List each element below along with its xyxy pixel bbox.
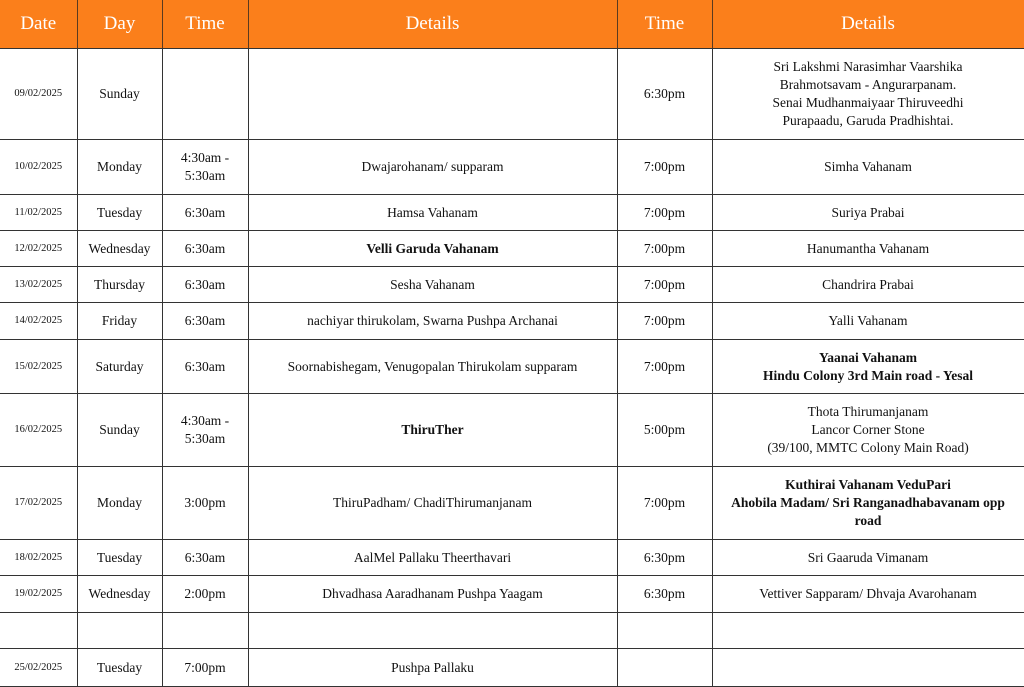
table-row	[0, 231, 1024, 267]
morning-time-cell	[162, 649, 248, 687]
morning-details-cell-line: Pushpa Pallaku	[391, 659, 474, 675]
day-cell: Wednesday	[77, 231, 162, 267]
morning-time-cell	[162, 49, 248, 140]
day-cell	[77, 613, 162, 649]
morning-time-cell-line: 6:30am	[184, 276, 226, 292]
evening-time-cell	[617, 576, 712, 613]
day-cell: Tuesday	[77, 540, 162, 576]
day-cell: Sunday	[77, 49, 162, 140]
evening-time-cell-line: 7:00pm	[643, 358, 686, 374]
morning-details-cell-line: Dwajarohanam/ supparam	[361, 159, 504, 174]
morning-time-cell	[162, 394, 248, 467]
morning-time-cell	[162, 467, 248, 540]
morning-details-cell-line: nachiyar thirukolam, Swarna Pushpa Archanai	[307, 313, 558, 328]
date-cell: 12/02/2025	[0, 231, 77, 267]
evening-details-cell	[712, 303, 1024, 340]
evening-details-cell-line: Suriya Prabai	[831, 204, 905, 220]
morning-time-cell-line: 5:30am	[184, 431, 226, 446]
table-row	[0, 267, 1024, 303]
day-cell: Tuesday	[77, 195, 162, 231]
evening-time-cell	[617, 267, 712, 303]
morning-details-cell	[248, 267, 617, 303]
table-row	[0, 195, 1024, 231]
morning-time-cell	[162, 303, 248, 340]
morning-details-cell	[248, 303, 617, 340]
morning-details-cell	[248, 649, 617, 687]
evening-details-cell	[712, 140, 1024, 195]
morning-time-cell-line: 7:00pm	[184, 659, 226, 675]
evening-time-cell-line: 5:00pm	[643, 422, 686, 437]
evening-time-cell	[617, 49, 712, 140]
morning-time-cell-line: 6:30am	[184, 204, 226, 220]
morning-details-cell	[248, 394, 617, 467]
morning-details-cell	[248, 613, 617, 649]
date-cell: 11/02/2025	[0, 195, 77, 231]
morning-details-cell	[248, 140, 617, 195]
evening-time-cell-line: 6:30pm	[643, 86, 686, 101]
day-cell: Thursday	[77, 267, 162, 303]
evening-details-cell	[712, 195, 1024, 231]
table-row	[0, 576, 1024, 613]
morning-details-cell-line: AalMel Pallaku Theerthavari	[353, 549, 512, 565]
evening-details-cell-line: Purapaadu, Garuda Pradhishtai.	[782, 113, 954, 128]
morning-time-cell	[162, 195, 248, 231]
morning-details-cell-line: Velli Garuda Vahanam	[366, 240, 499, 256]
evening-time-cell-line: 7:00pm	[643, 276, 686, 292]
date-cell: 18/02/2025	[0, 540, 77, 576]
evening-details-cell-line: Lancor Corner Stone	[811, 422, 925, 437]
morning-details-cell	[248, 231, 617, 267]
date-cell: 13/02/2025	[0, 267, 77, 303]
morning-time-cell-line: 4:30am -	[180, 413, 230, 428]
morning-time-cell-line: 6:30am	[184, 240, 226, 256]
morning-time-cell-line: 2:00pm	[184, 586, 226, 601]
evening-time-cell	[617, 303, 712, 340]
morning-time-cell	[162, 540, 248, 576]
evening-details-cell	[712, 649, 1024, 687]
evening-details-cell	[712, 49, 1024, 140]
header-details-morning: Details	[248, 0, 617, 49]
morning-details-cell	[248, 467, 617, 540]
table-row	[0, 303, 1024, 340]
morning-details-cell	[248, 195, 617, 231]
morning-time-cell-line: 4:30am -	[180, 150, 230, 165]
evening-details-cell-line: Yalli Vahanam	[828, 313, 908, 328]
morning-time-cell	[162, 231, 248, 267]
date-cell: 19/02/2025	[0, 576, 77, 613]
evening-details-cell-line: road	[854, 513, 882, 528]
evening-time-cell-line: 6:30pm	[643, 586, 686, 601]
morning-time-cell-line: 6:30am	[184, 358, 226, 374]
evening-details-cell-line: Yaanai Vahanam	[819, 349, 917, 365]
evening-details-cell-line: Simha Vahanam	[824, 159, 912, 174]
evening-details-cell-line: Kuthirai Vahanam VeduPari	[785, 477, 951, 492]
table-row	[0, 467, 1024, 540]
evening-time-cell	[617, 613, 712, 649]
evening-time-cell-line: 6:30pm	[643, 549, 686, 565]
day-cell: Saturday	[77, 340, 162, 394]
header-day: Day	[77, 0, 162, 49]
morning-time-cell-line: 3:00pm	[184, 495, 226, 510]
evening-time-cell-line: 7:00pm	[643, 313, 686, 328]
morning-details-cell-line: Hamsa Vahanam	[387, 204, 478, 220]
evening-time-cell-line: 7:00pm	[643, 240, 686, 256]
morning-time-cell-line: 6:30am	[184, 313, 226, 328]
evening-details-cell-line: Chandrira Prabai	[822, 276, 914, 292]
evening-details-cell-line: Senai Mudhanmaiyaar Thiruveedhi	[772, 95, 964, 110]
evening-details-cell	[712, 267, 1024, 303]
evening-details-cell-line: Hanumantha Vahanam	[806, 240, 930, 256]
table-row	[0, 394, 1024, 467]
date-cell	[0, 613, 77, 649]
evening-details-cell	[712, 467, 1024, 540]
date-cell: 10/02/2025	[0, 140, 77, 195]
morning-details-cell-line: ThiruPadham/ ChadiThirumanjanam	[332, 495, 533, 510]
day-cell: Sunday	[77, 394, 162, 467]
morning-time-cell	[162, 340, 248, 394]
day-cell: Monday	[77, 140, 162, 195]
morning-details-cell-line: Dhvadhasa Aaradhanam Pushpa Yaagam	[322, 586, 543, 601]
evening-details-cell	[712, 540, 1024, 576]
evening-time-cell	[617, 195, 712, 231]
day-cell: Tuesday	[77, 649, 162, 687]
header-row	[0, 0, 1024, 49]
evening-time-cell-line: 7:00pm	[643, 159, 686, 174]
morning-details-cell-line: Soornabishegam, Venugopalan Thirukolam supparam	[287, 358, 578, 374]
evening-details-cell-line: Thota Thirumanjanam	[807, 404, 929, 419]
evening-time-cell	[617, 231, 712, 267]
evening-details-cell	[712, 340, 1024, 394]
morning-time-cell	[162, 140, 248, 195]
morning-details-cell	[248, 576, 617, 613]
evening-details-cell	[712, 231, 1024, 267]
header-date: Date	[0, 0, 77, 49]
evening-details-cell	[712, 576, 1024, 613]
morning-time-cell	[162, 267, 248, 303]
evening-time-cell-line: 7:00pm	[643, 204, 686, 220]
evening-details-cell-line: Brahmotsavam - Angurarpanam.	[779, 77, 957, 92]
morning-details-cell	[248, 540, 617, 576]
date-cell: 15/02/2025	[0, 340, 77, 394]
evening-details-cell-line: (39/100, MMTC Colony Main Road)	[767, 440, 969, 455]
evening-time-cell	[617, 540, 712, 576]
table-row	[0, 49, 1024, 140]
header-time-morning: Time	[162, 0, 248, 49]
date-cell: 17/02/2025	[0, 467, 77, 540]
morning-time-cell	[162, 613, 248, 649]
evening-time-cell	[617, 140, 712, 195]
evening-details-cell-line: Ahobila Madam/ Sri Ranganadhabavanam opp	[731, 495, 1005, 510]
evening-details-cell	[712, 394, 1024, 467]
date-cell: 16/02/2025	[0, 394, 77, 467]
evening-time-cell	[617, 467, 712, 540]
evening-details-cell-line: Sri Gaaruda Vimanam	[807, 549, 929, 565]
evening-details-cell-line: Vettiver Sapparam/ Dhvaja Avarohanam	[759, 586, 977, 601]
morning-details-cell-line: Sesha Vahanam	[390, 276, 475, 292]
evening-details-cell-line: Hindu Colony 3rd Main road - Yesal	[762, 367, 974, 383]
day-cell: Monday	[77, 467, 162, 540]
day-cell: Friday	[77, 303, 162, 340]
evening-details-cell	[712, 613, 1024, 649]
evening-time-cell	[617, 649, 712, 687]
date-cell: 09/02/2025	[0, 49, 77, 140]
morning-details-cell-line: ThiruTher	[401, 422, 464, 437]
table-row	[0, 340, 1024, 394]
evening-time-cell	[617, 340, 712, 394]
evening-time-cell	[617, 394, 712, 467]
table-row	[0, 613, 1024, 649]
table-row	[0, 540, 1024, 576]
table-row	[0, 140, 1024, 195]
morning-details-cell	[248, 49, 617, 140]
morning-details-cell	[248, 340, 617, 394]
morning-time-cell-line: 5:30am	[184, 168, 226, 183]
date-cell: 14/02/2025	[0, 303, 77, 340]
header-details-evening: Details	[712, 0, 1024, 49]
evening-time-cell-line: 7:00pm	[643, 495, 686, 510]
date-cell: 25/02/2025	[0, 649, 77, 687]
header-time-evening: Time	[617, 0, 712, 49]
day-cell: Wednesday	[77, 576, 162, 613]
morning-time-cell-line: 6:30am	[184, 549, 226, 565]
morning-time-cell	[162, 576, 248, 613]
table-row	[0, 649, 1024, 687]
evening-details-cell-line: Sri Lakshmi Narasimhar Vaarshika	[773, 59, 963, 74]
